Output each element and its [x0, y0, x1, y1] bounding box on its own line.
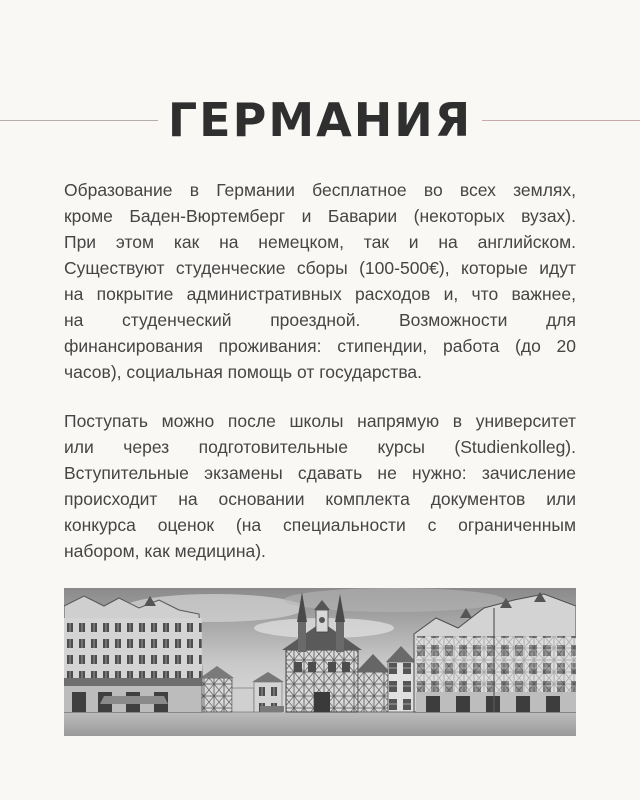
text-line: происходит на основании комплекта документов или — [64, 489, 576, 509]
text-line: на студенческий проездной. Возможности для — [64, 310, 576, 330]
paragraph-education — [64, 177, 576, 385]
text-line: конкурса оценок (на специальности с ограниченным — [64, 515, 576, 535]
text-line: кроме Баден-Вюртемберг и Баварии (некоторых вузах). — [64, 206, 576, 226]
text-line: набором, как медицина). — [64, 541, 266, 561]
text-line: При этом как на немецком, так и на английском. — [64, 232, 576, 252]
text-line: Поступать можно после школы напрямую в университет — [64, 411, 576, 431]
paragraph-admission — [64, 408, 576, 564]
page-title: ГЕРМАНИЯ — [167, 93, 473, 147]
text-line: финансирования проживания: стипендии, работа (до 20 — [64, 336, 576, 356]
title-divider-right — [482, 120, 640, 121]
text-line: на покрытие административных расходов и, что важнее, — [64, 284, 576, 304]
town-square-photo — [64, 588, 576, 736]
text-line: Образование в Германии бесплатное во всех землях, — [64, 180, 576, 200]
text-line: или через подготовительные курсы (Studienkolleg). — [64, 437, 576, 457]
text-line: часов), социальная помощь от государства. — [64, 362, 423, 382]
text-line: Существуют студенческие сборы (100-500€), которые идут — [64, 258, 576, 278]
header — [0, 90, 640, 150]
title-divider-left — [0, 120, 158, 121]
text-line: Вступительные экзамены сдавать не нужно: зачисление — [64, 463, 576, 483]
